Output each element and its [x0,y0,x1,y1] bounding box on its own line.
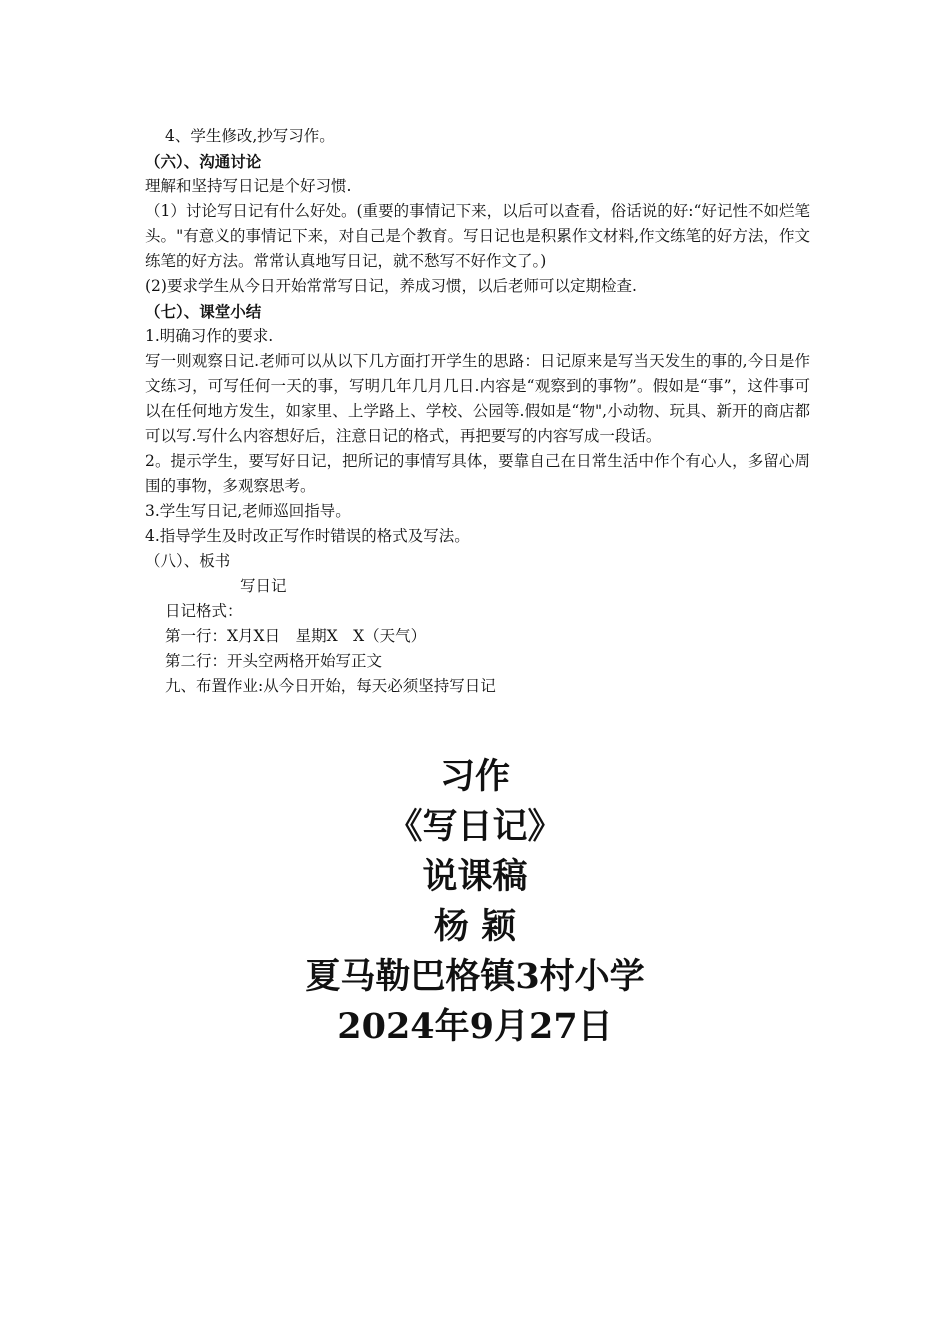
lesson-body [145,124,810,699]
cover-title-lesson: 《写日记》 [387,806,563,847]
step-4-line: 4、学生修改,抄写习作。 [165,127,335,145]
summary-item-2: 2。提示学生，要写好日记，把所记的事情写具体，要靠自己在日常生活中作个有心人，多留心周围的事物，多观察思考。 [145,452,810,495]
section-8-heading: （八）、板书 [145,552,231,570]
section-7-heading: （七）、课堂小结 [145,302,262,321]
summary-item-4: 4.指导学生及时改正写作时错误的格式及写法。 [145,527,470,545]
cover-title-block [0,752,950,1052]
board-format-label: 日记格式： [165,602,243,620]
summary-item-3: 3.学生写日记,老师巡回指导。 [145,502,351,520]
section-6-heading: （六）、沟通讨论 [145,152,262,171]
paragraph-discussion-1: （1）讨论写日记有什么好处。(重要的事情记下来，以后可以查看，俗话说的好:“好记性不如烂笔头。"有意义的事情记下来，对自己是个教育。写日记也是积累作文材料,作文练笔的好方法，作文练笔的好方法。常常认真地写日记，就不愁写不好作文了。) [145,202,810,270]
board-format-line-1: 第一行：X月X日 星期X X（天气） [165,627,427,645]
cover-title-xizuo: 习作 [439,756,510,797]
summary-item-1: 1.明确习作的要求. [145,327,274,345]
cover-date: 2024年9月27日 [337,1006,613,1047]
section-9-homework: 九、布置作业:从今日开始，每天必须坚持写日记 [165,677,496,695]
cover-school: 夏马勒巴格镇3村小学 [305,956,645,997]
paragraph-observation-diary: 写一则观察日记.老师可以从以下几方面打开学生的思路：日记原来是写当天发生的事的,今日是作文练习，可写任何一天的事，写明几年几月几日.内容是“观察到的事物”。假如是“事”，这件事可以在任何地方发生，如家里、上学路上、学校、公园等.假如是“物",小动物、玩具、新开的商店都可以写.写什么内容想好后，注意日记的格式，再把要写的内容写成一段话。 [145,352,810,445]
paragraph-discussion-2: (2)要求学生从今日开始常常写日记，养成习惯，以后老师可以定期检查. [145,277,637,295]
cover-author: 杨 颖 [433,906,517,947]
paragraph-habit: 理解和坚持写日记是个好习惯. [145,177,352,195]
board-title: 写日记 [240,577,287,595]
board-format-line-2: 第二行：开头空两格开始写正文 [165,652,383,670]
cover-title-type: 说课稿 [422,856,528,897]
